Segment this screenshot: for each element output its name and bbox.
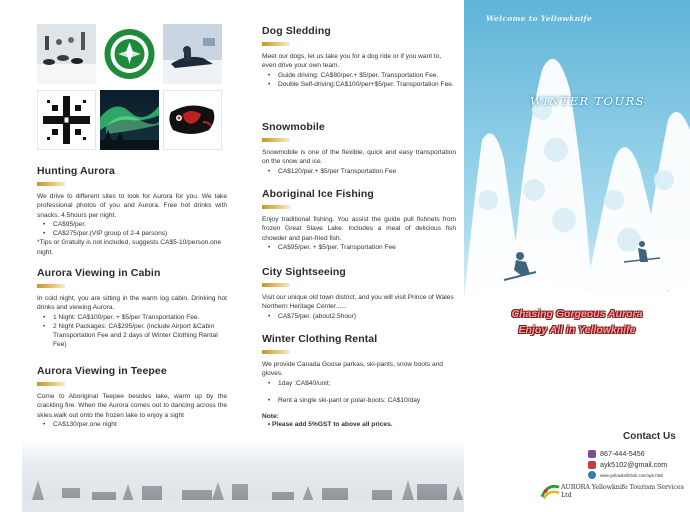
slogan-line-1: Chasing Gorgeous Aurora — [511, 308, 643, 320]
snowmobile-photo — [163, 24, 222, 84]
company-name: AURORA Yellowknife Tourism Services Ltd — [560, 483, 684, 499]
haida-art-panel — [163, 90, 222, 150]
photo-grid — [37, 24, 223, 158]
price-item: • CA$95/per. — [37, 220, 227, 229]
cabin-prices — [37, 313, 227, 350]
dog-sledding-desc: Meet our dogs, let us take you for a dog ride or if you want to, even drive your own team. — [262, 53, 442, 70]
mail-icon — [588, 461, 596, 469]
hunting-aurora-section — [37, 165, 227, 257]
note-title: Note: — [262, 413, 279, 421]
section-divider — [262, 350, 290, 354]
price-item: • CA$130/per.one night — [37, 420, 227, 429]
section-divider — [262, 205, 290, 209]
section-divider — [37, 382, 65, 386]
snowmobile-section — [262, 121, 456, 176]
price-item: • 1day :CA$40/unit; — [262, 379, 456, 388]
city-sightseeing-title: City Sightseeing — [262, 266, 346, 278]
teepee-desc: Come to Aboriginal Teepee besides lake, warm up by the crackling fire. When the Aurora comes out to dancing across the skies,walk out onto the frozen lake to enjoy a sight — [37, 393, 227, 419]
teepee-section — [37, 365, 227, 429]
section-divider — [37, 182, 65, 186]
dog-sledding-section — [262, 25, 456, 89]
cabin-desc: In cold night, you are sitting in the warm log cabin. Drinking hot drinks and viewing Aurora. — [37, 295, 227, 312]
ice-fishing-prices — [262, 243, 456, 252]
clothing-rental-title: Winter Clothing Rental — [262, 333, 378, 345]
clothing-rental-prices — [262, 379, 456, 406]
hunting-aurora-desc: We drive to different sites to look for Aurora for you. We take professional photos of you and Aurora. Free hot drinks with snacks. 4.5hours per night. — [37, 193, 227, 219]
beadwork-pattern — [37, 90, 96, 150]
price-item: • CA$275/per.(VIP group of 2-4 persons) — [37, 229, 227, 238]
email-address[interactable]: ayk5102@gmail.com — [600, 460, 668, 469]
website-row — [588, 471, 663, 479]
contact-title: Contact Us — [623, 431, 676, 442]
teepee-prices — [37, 420, 227, 429]
city-sightseeing-section — [262, 266, 456, 321]
aboriginal-emblem-logo — [100, 24, 159, 84]
price-item: • Rent a single ski-pant or polar-boots: CA$10/day — [262, 396, 456, 405]
aurora-night-photo — [100, 90, 159, 150]
snowmobile-desc: Snowmobile is one of the flexible, quick and easy transportation on the snow and ice. — [262, 149, 456, 166]
hunting-aurora-prices — [37, 220, 227, 239]
price-item: • CA$120/per.+ $5/per Transportation Fee — [262, 167, 456, 176]
cabin-section — [37, 267, 227, 350]
price-item: • 1 Night: CA$100/per. + $5/per Transportation Fee. — [37, 313, 227, 322]
price-item: • Guide driving: CA$80/per.+ $5/per. Transportation Fee. — [262, 71, 456, 80]
website-link[interactable]: www.yellowknifebnb.com/ayk.html — [600, 472, 664, 478]
slogan-line-2: Enjoy All in Yellowknife — [518, 324, 636, 336]
clothing-rental-desc: We provide Canada Goose parkas, ski-pants, snow boots and gloves. — [262, 361, 443, 378]
phone-row — [588, 449, 645, 458]
city-sightseeing-prices — [262, 312, 456, 321]
note-list — [262, 420, 456, 429]
section-divider — [262, 283, 290, 287]
ice-fishing-section — [262, 188, 456, 252]
snowmobile-title: Snowmobile — [262, 121, 325, 133]
phone-number[interactable]: 867-444-5456 — [600, 449, 645, 458]
cover-panel — [464, 0, 690, 512]
city-sightseeing-desc: Visit our unique old town district, and you will visit Prince of Wales Northern Heritage Center...... — [262, 294, 454, 311]
dog-sledding-prices — [262, 71, 456, 90]
snowmobile-prices — [262, 167, 456, 176]
teepee-title: Aurora Viewing in Teepee — [37, 365, 167, 377]
note-item: • Please add 5%GST to above all prices. — [262, 420, 456, 429]
winter-tours-title: WINTER TOURS — [530, 94, 645, 108]
price-item: • CA$95/per. + $5/per. Transportation Fee — [262, 243, 456, 252]
price-item: • CA$75/per. (about2.5hour) — [262, 312, 456, 321]
price-item: • 2 Night Packages: CA$295/per. (include Airport &Cabin Transportation Fee and 2 days of Winter Clothing Rental Fee) — [37, 322, 227, 350]
section-divider — [262, 42, 290, 46]
email-row — [588, 460, 667, 469]
aurora-logo-icon — [540, 481, 561, 501]
tip-note: *Tips or Gratuity is not included, suggests CA$5-10/person.one night. — [37, 239, 222, 256]
section-divider — [262, 138, 290, 142]
ice-fishing-desc: Enjoy traditional fishing. You assist the guide pull fishnets from frozen Great Slave Lake. Includes a meal of delicious fish chowder and pan-fried fish. — [262, 216, 456, 242]
winter-town-photo — [22, 440, 464, 512]
left-panel — [0, 0, 232, 512]
section-divider — [37, 284, 65, 288]
middle-panel — [232, 0, 464, 512]
clothing-rental-section — [262, 333, 456, 429]
hunting-aurora-title: Hunting Aurora — [37, 165, 116, 177]
cabin-title: Aurora Viewing in Cabin — [37, 267, 161, 279]
globe-icon — [588, 471, 596, 479]
price-item: • Double Self-driving:CA$100/per+$5/per. Transportation Fee. — [262, 80, 456, 89]
phone-icon — [588, 450, 596, 458]
welcome-text: Welcome to Yellowknife — [486, 14, 593, 23]
company-logo — [540, 481, 690, 501]
ice-fishing-title: Aboriginal Ice Fishing — [262, 188, 374, 200]
dog-sledding-photo — [37, 24, 96, 84]
dog-sledding-title: Dog Sledding — [262, 25, 331, 37]
